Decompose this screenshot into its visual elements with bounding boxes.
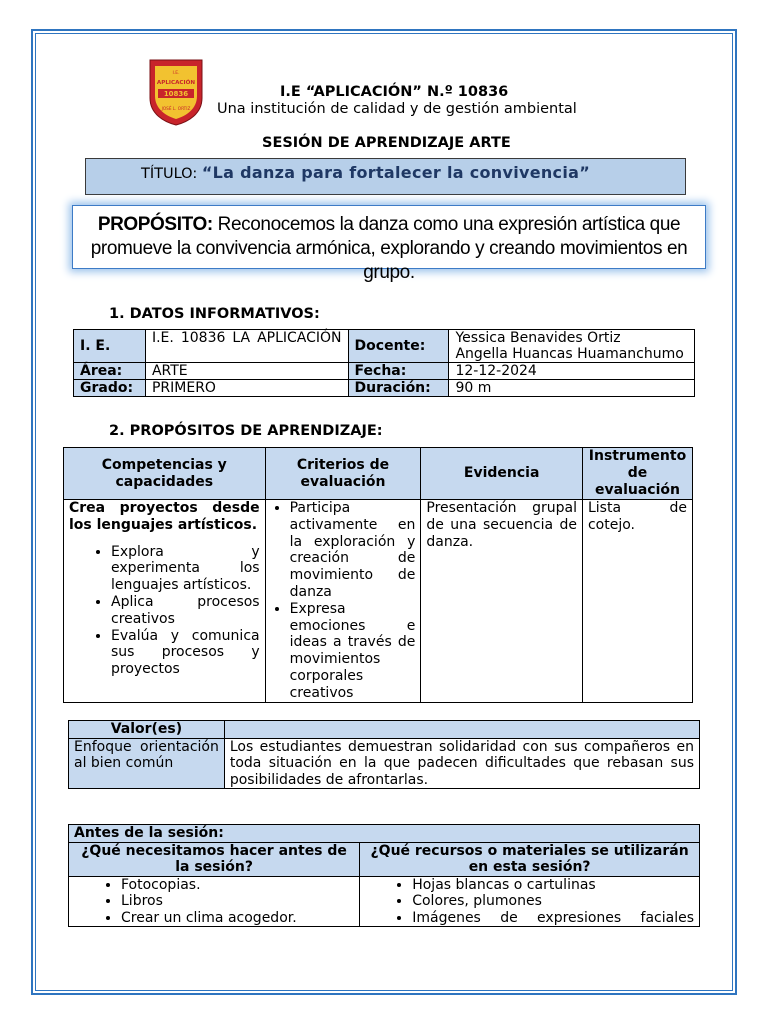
antes-list-1 — [74, 877, 354, 927]
evidencia-cell: Presentación grupal de una secuencia de danza. — [421, 500, 583, 703]
valores-header-empty — [224, 721, 699, 739]
list-item: • Aplica procesos creativos — [111, 594, 260, 628]
antes-question-1: ¿Qué necesitamos hacer antes de la sesión? — [69, 842, 360, 876]
docente-label: Docente: — [348, 330, 449, 363]
list-item: • Libros — [121, 893, 354, 910]
table-header-row — [69, 721, 700, 739]
valores-description: Los estudiantes demuestran solidaridad con sus compañeros en toda situación en la que padecen dificultades que rebasan sus posibilidades de afrontarlas. — [224, 738, 699, 789]
learning-purposes-table — [63, 447, 693, 703]
grado-value: PRIMERO — [145, 380, 348, 397]
capacidades-list — [69, 544, 260, 678]
fecha-value: 12-12-2024 — [449, 363, 695, 380]
competencias-cell — [64, 500, 266, 703]
fecha-label: Fecha: — [348, 363, 449, 380]
list-item: • Participa activamente en la exploración y creación de movimiento de danza — [290, 500, 416, 601]
list-item: • Expresa emociones e ideas a través de movimientos corporales creativos — [290, 601, 416, 702]
area-label: Área: — [74, 363, 146, 380]
docente-value — [449, 330, 695, 363]
ie-value: I.E. 10836 LA APLICACIÓN — [145, 330, 348, 363]
table-row — [74, 330, 695, 363]
table-row — [74, 363, 695, 380]
antes-list-1-cell — [69, 876, 360, 927]
antes-list-2-cell — [360, 876, 700, 927]
info-table — [73, 329, 695, 397]
ie-label: I. E. — [74, 330, 146, 363]
table-row — [69, 825, 700, 843]
duracion-label: Duración: — [348, 380, 449, 397]
valores-header: Valor(es) — [69, 721, 225, 739]
session-heading: SESIÓN DE APRENDIZAJE ARTE — [262, 135, 511, 151]
before-session-table — [68, 824, 700, 927]
list-item: • Evalúa y comunica sus procesos y proyectos — [111, 628, 260, 678]
title-box — [85, 158, 686, 195]
competencia-text: Crea proyectos desde los lenguajes artísticos. — [69, 500, 260, 533]
criterios-list — [268, 500, 416, 702]
table-header-row — [64, 448, 693, 500]
list-item: • Hojas blancas o cartulinas — [412, 877, 694, 894]
antes-list-2 — [365, 877, 694, 927]
header-evidencia: Evidencia — [421, 448, 583, 500]
school-crest-logo — [148, 58, 204, 126]
table-row — [74, 380, 695, 397]
purpose-text: Reconocemos la danza como una expresión artística que promueve la convivencia armónica, explorando y creando movimientos en grupo. — [90, 214, 688, 283]
logo-middle-text: APLICACIÓN — [156, 80, 196, 86]
header-competencias: Competencias y capacidades — [64, 448, 266, 500]
list-item: • Explora y experimenta los lenguajes artísticos. — [111, 544, 260, 594]
logo-top-text: I.E. — [172, 71, 180, 76]
values-table — [68, 720, 700, 789]
school-tagline: Una institución de calidad y de gestión ambiental — [217, 101, 577, 117]
section-1-title: 1. DATOS INFORMATIVOS: — [109, 306, 320, 322]
purpose-label: PROPÓSITO: — [97, 214, 213, 235]
logo-number: 10836 — [163, 90, 189, 98]
table-row — [69, 738, 700, 789]
table-row — [69, 876, 700, 927]
header-instrumento: Instrumento de evaluación — [582, 448, 692, 500]
purpose-box — [72, 205, 706, 283]
antes-question-2: ¿Qué recursos o materiales se utilizarán en esta sesión? — [360, 842, 700, 876]
section-2-title: 2. PROPÓSITOS DE APRENDIZAJE: — [109, 423, 383, 439]
logo-bottom-text: JOSÉ L. ORTIZ — [161, 106, 191, 111]
criterios-cell — [265, 500, 421, 703]
list-item: • Fotocopias. — [121, 877, 354, 894]
antes-title: Antes de la sesión: — [69, 825, 700, 843]
header-criterios: Criterios de evaluación — [265, 448, 421, 500]
area-value: ARTE — [145, 363, 348, 380]
docente-2: Angella Huancas Huamanchumo — [455, 346, 684, 362]
list-item: • Imágenes de expresiones faciales — [412, 910, 694, 927]
table-row — [64, 500, 693, 703]
docente-1: Yessica Benavides Ortiz — [455, 330, 621, 346]
duracion-value: 90 m — [449, 380, 695, 397]
table-header-row — [69, 842, 700, 876]
list-item: • Crear un clima acogedor. — [121, 910, 354, 927]
title-label: TÍTULO: — [141, 166, 198, 182]
list-item: • Colores, plumones — [412, 893, 694, 910]
enfoque-cell: Enfoque orientación al bien común — [69, 738, 225, 789]
title-value: “La danza para fortalecer la convivencia” — [201, 163, 591, 182]
school-name: I.E “APLICACIÓN” N.º 10836 — [280, 84, 509, 100]
grado-label: Grado: — [74, 380, 146, 397]
instrumento-cell: Lista de cotejo. — [582, 500, 692, 703]
